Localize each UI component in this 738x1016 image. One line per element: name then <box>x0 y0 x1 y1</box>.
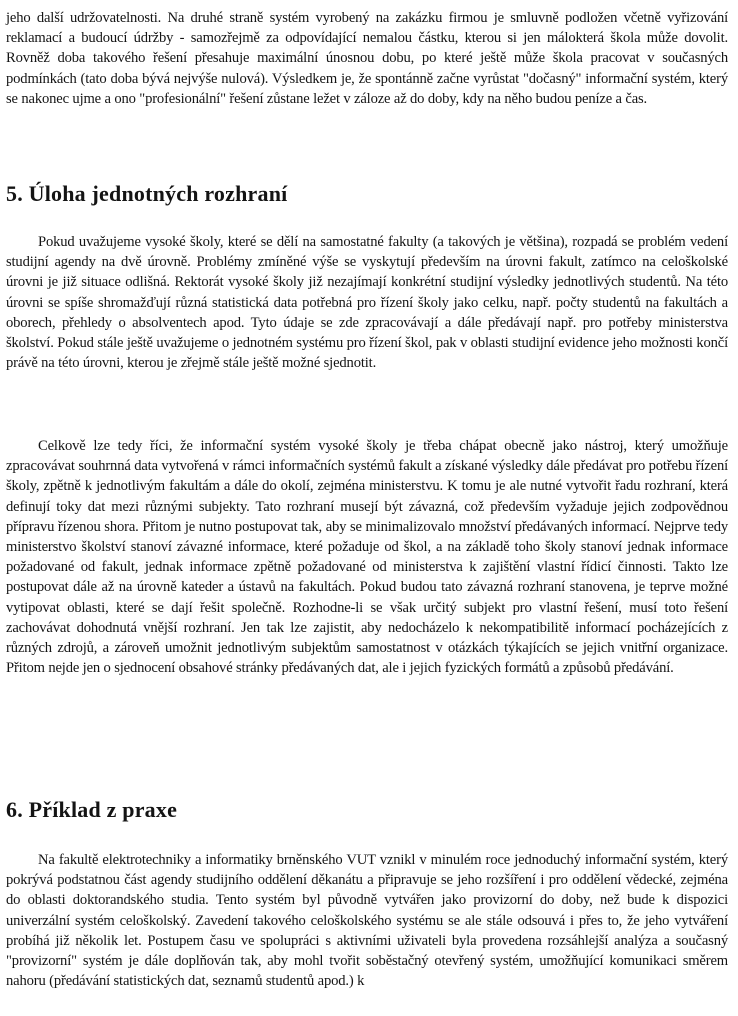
section-6-heading: 6. Příklad z praxe <box>6 797 178 822</box>
intro-paragraph: jeho další udržovatelnosti. Na druhé straně systém vyrobený na zakázku firmou je smluvně podložen včetně vyřizování reklamací a budoucí údržby - samozřejmě za odpovídající nemalou částku, kterou si jen málokterá škola může dovolit. Rovněž doba takového řešení přesahuje maximální únosnou dobu, po které ještě může škola pracovat v současných podmínkách (tato doba bývá nejvýše nulová). Výsledkem je, že spontánně začne vyrůstat "dočasný" informační systém, který se nakonec ujme a ono "profesionální" řešení zůstane ležet v záloze až do doby, kdy na něho budou peníze a čas. <box>6 10 728 107</box>
section-6-paragraph-1: Na fakultě elektrotechniky a informatiky brněnského VUT vznikl v minulém roce jednoduchý informační systém, který pokrývá podstatnou část agendy studijního oddělení děkanátu a připravuje se jeho rozšíření i pro oddělení vědecké, zejména do oblasti doktorandského studia. Tento systém byl původně vytvářen jako provizorní do doby, než bude k dispozici univerzální systém celoškolský. Zavedení takového celoškolského systému se ale stále odsouvá i přes to, že jeho vytváření probíhá již několik let. Postupem času ve spolupráci s aktivními uživateli byla provedena rozsáhlejší analýza a současný "provizorní" systém je dále doplňován tak, aby mohl tvořit soběstačný otevřený systém, umožňující komunikaci směrem nahoru (předávání statistických dat, seznamů studentů apod.) k <box>6 852 728 990</box>
section-5-heading: 5. Úloha jednotných rozhraní <box>6 181 288 206</box>
section-5-paragraph-1: Pokud uvažujeme vysoké školy, které se dělí na samostatné fakulty (a takových je většina), rozpadá se problém vedení studijní agendy na dvě úrovně. Problémy zmíněné výše se vyskytují především na úrovni fakult, zatímco na celoškolské úrovni je již situace odlišná. Rektorát vysoké školy již nezajímají konkrétní studijní výsledky jednotlivých studentů. Na této úrovni se spíše shromažďují různá statistická data potřebná pro řízení školy jako celku, např. počty studentů na fakultách a oborech, přehledy o absolventech apod. Tyto údaje se zde zpracovávají a dále předávají např. pro potřeby ministerstva školství. Pokud stále ještě uvažujeme o jednotném systému pro řízení škol, pak v oblasti studijní evidence jeho možnosti končí právě na této úrovni, kterou je zřejmě stále ještě možné sjednotit. <box>6 234 728 372</box>
section-5-paragraph-2: Celkově lze tedy říci, že informační systém vysoké školy je třeba chápat obecně jako nástroj, který umožňuje zpracovávat souhrnná data vytvořená v rámci informačních systémů fakult a získané výsledky dále předávat pro potřebu řízení školy, zpětně k jednotlivým fakultám a dále do okolí, zejména ministerstvu. K tomu je ale nutné vytvořit řadu rozhraní, která definují toky dat mezi různými subjekty. Tato rozhraní musejí být závazná, což především vyžaduje jejich zodpovědnou přípravu řízenou shora. Přitom je nutno postupovat tak, aby se minimalizovalo množství předávaných informací. Nejprve tedy ministerstvo školství stanoví závazné informace, které požaduje od škol, a na základě toho školy stanoví jednak informace požadované od fakult, jednak informace zpětně požadované od ministerstva k zajištění vlastní řídicí činnosti. Takto lze postupovat dále až na úrovně kateder a ústavů na fakultách. Pokud budou tato závazná rozhraní stanovena, je teprve možné vytipovat oblasti, které se dají řešit společně. Rozhodne-li se však určitý subjekt pro vlastní řešení, musí toto řešení zachovávat dohodnutá vnější rozhraní. Jen tak lze zajistit, aby nedocházelo k nekompatibilitě informací pocházejících z různých zdrojů, a zároveň umožnit jednotlivým subjektům samostatnost v otázkách týkajících se jejich vnitřní organizace. Přitom nejde jen o sjednocení obsahové stránky předávaných dat, ale i jejich fyzických formátů a způsobů předávání. <box>6 438 728 677</box>
